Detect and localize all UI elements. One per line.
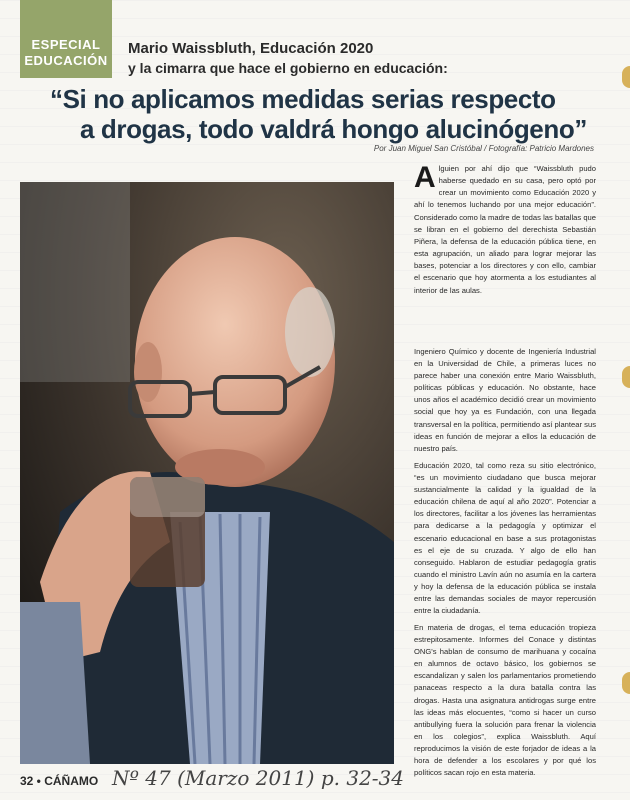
headline-line1: “Si no aplicamos medidas serias respecto	[50, 84, 556, 114]
section-tag	[20, 0, 112, 78]
paragraph-1-text: lguien por ahí dijo que “Waissbluth pudo haberse quedado en su casa, pero optó por crear un movimiento como Educación 2020 y ahí lo tenemos luchando por una mejor educación”. Considerado como la madre de todas las batallas que se libran en el gobierno del derechista Sebastián Piñera, la defensa de la educación pública tiene, en esta agrupación, un aliado para lograr mejorar las bases, potenciar a los directores y con ello, cambiar el escenario que hoy atormenta a los estudiantes al interior de las aulas.	[414, 164, 596, 295]
headline-line2: a drogas, todo valdrá hongo alucinógeno”	[80, 114, 587, 144]
portrait-illustration	[20, 182, 394, 764]
page-footer: 32 • CÁÑAMO	[20, 774, 99, 788]
binder-tab	[622, 672, 630, 694]
kicker-line2: y la cimarra que hace el gobierno en educación:	[128, 60, 448, 76]
section-tag-line1: ESPECIAL	[31, 37, 101, 52]
drop-cap: A	[414, 161, 436, 194]
section-tag-line2: EDUCACIÓN	[24, 53, 108, 68]
article-paragraph-1	[414, 163, 596, 297]
article-paragraph-2: Ingeniero Químico y docente de Ingeniería Industrial en la Universidad de Chile, a primeras luces no parece haber una conexión entre Mario Waissbluth, políticas públicas y educación. No obstante, hace unos años el académico decidió crear un movimiento social que hoy ya es Fundación, con una llegada transversal en la política, permitiendo así plantear sus ideas en función de mejorar a ellos la educación de nuestro país.	[414, 346, 596, 453]
byline: Por Juan Miguel San Cristóbal / Fotografía: Patricio Mardones	[373, 144, 594, 153]
handwritten-note: Nº 47 (Marzo 2011) p. 32-34	[112, 766, 405, 790]
binder-tab	[622, 366, 630, 388]
article-paragraph-3: Educación 2020, tal como reza su sitio electrónico, “es un movimiento ciudadano que busca mejorar sustancialmente la calidad y la igualdad de la educación chilena de aquí al año 2020”. Potenciar a los directores, facilitar a los jóvenes las herramientas para dedicarse a la pedagogía y optimizar el escenario educacional en base a sus protagonistas es el eje de su cruzada. Y algo de ello han conseguido. Hablaron de estudiar pedagogía gratis cuando el ministro Lavín aún no asumía en la cartera y hoy la defensa de la educación pública se instala entre las demandas sociales de mayor repercusión entre la ciudadanía.	[414, 460, 596, 616]
kicker-line1: Mario Waissbluth, Educación 2020	[128, 40, 374, 57]
binder-tab	[622, 66, 630, 88]
article-paragraph-4: En materia de drogas, el tema educación tropieza estrepitosamente. Informes del Conace y distintas ONG's hablan de consumo de marihuana y cocaína en alumnos de octavo básico, los gobiernos se escandalizan y salen los parlamentarios prometiendo panaceas respecto a la dura batalla contra las drogas. Hasta una asignatura antidrogas surge entre las ideas más elocuentes, “como si hacer un curso antibullying fuera la solución para frenar la violencia en los colegios”, explica Waissbluth. Aquí reproducimos la visión de este forjador de ideas a la hora de defender a los escolares y por qué los políticos sacan rojo en esta materia.	[414, 622, 596, 778]
portrait-photo	[20, 182, 394, 764]
